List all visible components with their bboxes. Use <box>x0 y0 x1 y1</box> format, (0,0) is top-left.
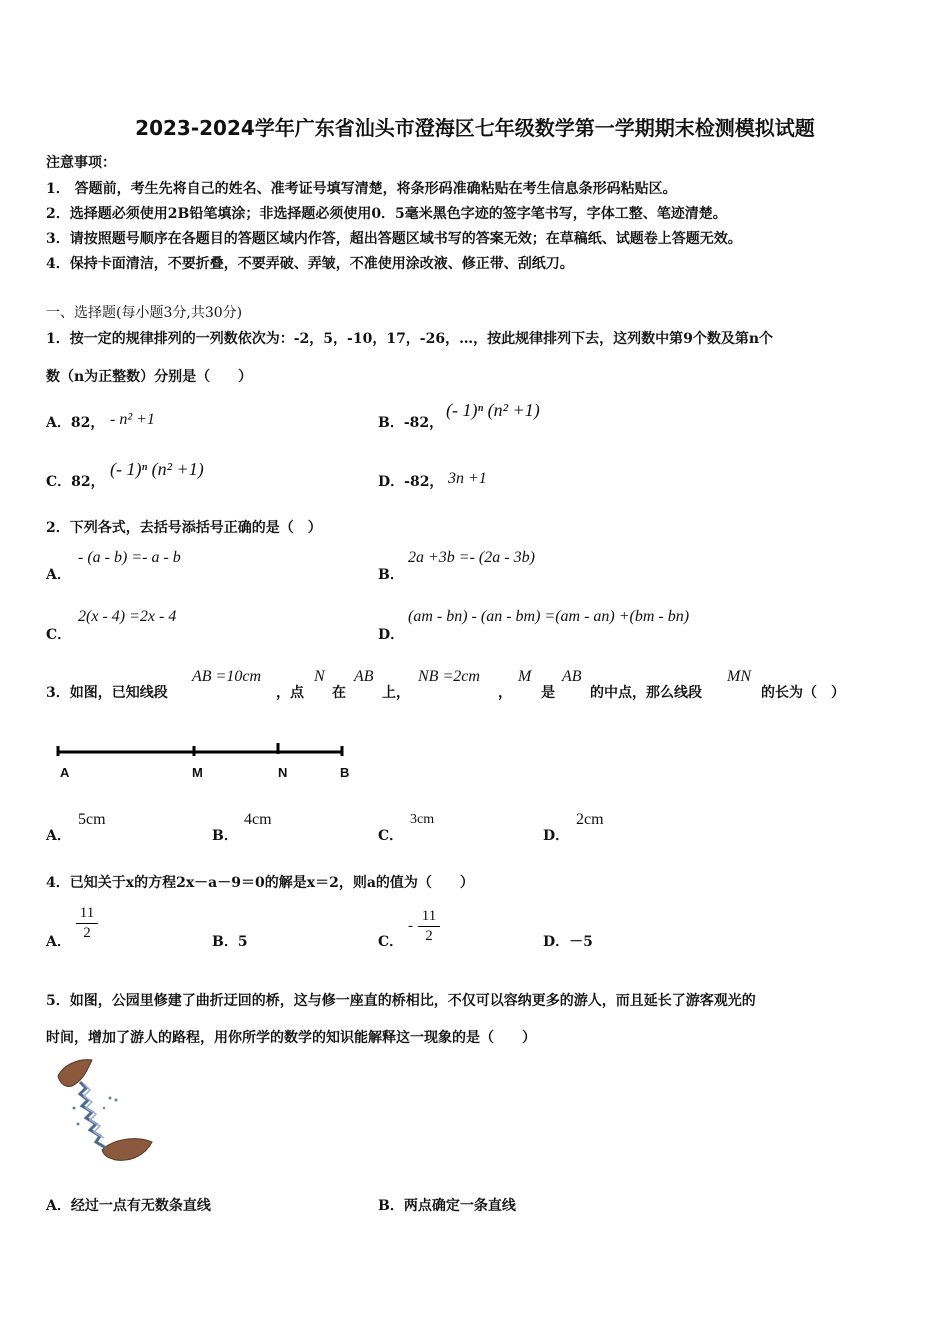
q4-option-a-fraction <box>76 905 98 942</box>
q4-option-b: B．5 <box>212 934 248 950</box>
notice-item: 4．保持卡面清洁，不要折叠，不要弄破、弄皱，不准使用涂改液、修正带、刮纸刀。 <box>46 256 574 272</box>
q2-option-a-label: A． <box>46 567 71 583</box>
q3-segment-figure <box>50 738 360 786</box>
q3-option-a-expr: 5cm <box>78 811 106 828</box>
fraction-numerator: 11 <box>421 908 437 924</box>
q3-stem-part: 的中点，那么线段 <box>590 685 702 701</box>
q3-stem-expr: NB =2cm <box>418 668 480 685</box>
notice-heading: 注意事项： <box>46 155 116 171</box>
zigzag-bridge <box>80 1082 106 1148</box>
q3-stem-part: 上， <box>382 685 410 701</box>
water-dot <box>103 1107 105 1109</box>
q1-option-c-label: C．82， <box>46 474 105 490</box>
q1-option-b-expr: (- 1)ⁿ (n² +1) <box>446 400 540 420</box>
q2-option-c-expr: 2(x - 4) =2x - 4 <box>78 608 177 625</box>
q1-stem-line2: 数（n为正整数）分别是（ ） <box>46 369 253 385</box>
q3-stem-part: 是 <box>541 685 555 701</box>
q4-stem: 4．已知关于x的方程2x－a－9＝0的解是x＝2，则a的值为（ ） <box>46 875 474 891</box>
notice-item: 1． 答题前，考生先将自己的姓名、准考证号填写清楚，将条形码准确粘贴在考生信息条形码粘贴区。 <box>46 181 677 197</box>
island-bottom <box>102 1139 152 1161</box>
q5-stem-line2: 时间，增加了游人的路程，用你所学的数学的知识能解释这一现象的是（ ） <box>46 1030 536 1046</box>
water-dot <box>109 1097 112 1100</box>
q3-stem-expr: AB =10cm <box>192 668 261 685</box>
fraction-bar <box>76 923 98 924</box>
q3-stem-part: ，点 <box>276 685 304 701</box>
point-label-a: A <box>60 765 70 780</box>
q3-stem-part: 在 <box>332 685 346 701</box>
section-heading: 一、选择题(每小题3分,共30分) <box>46 305 243 321</box>
q1-option-b-label: B．-82， <box>378 415 444 431</box>
fraction-denominator: 2 <box>83 925 91 941</box>
q2-option-b-expr: 2a +3b =- (2a - 3b) <box>408 549 535 566</box>
q3-stem-expr: AB <box>354 668 374 685</box>
q1-option-a-label: A．82， <box>46 415 105 431</box>
q3-stem-expr: M <box>518 668 532 685</box>
q4-option-c-label: C． <box>378 934 404 950</box>
fraction-bar <box>418 926 440 927</box>
q3-stem-expr: AB <box>562 668 582 685</box>
q4-option-a-label: A． <box>46 934 71 950</box>
page-title: 2023-2024学年广东省汕头市澄海区七年级数学第一学期期末检测模拟试题 <box>135 116 815 140</box>
q4-option-c-fraction <box>418 908 440 945</box>
q3-option-d-label: D． <box>543 828 570 844</box>
notice-item: 2．选择题必须使用2B铅笔填涂；非选择题必须使用0．5毫米黑色字迹的签字笔书写，字体工整、笔迹清楚。 <box>46 206 727 222</box>
bridge-illustration <box>54 1058 158 1166</box>
point-label-b: B <box>340 765 350 780</box>
q5-option-b: B．两点确定一条直线 <box>378 1198 516 1214</box>
fraction-denominator: 2 <box>425 928 433 944</box>
q3-stem-part: ， <box>498 685 512 701</box>
q2-option-d-label: D． <box>378 627 405 643</box>
q3-option-a-label: A． <box>46 828 71 844</box>
q2-option-c-label: C． <box>46 627 72 643</box>
q1-option-a-expr: - n² +1 <box>110 411 155 428</box>
point-label-m: M <box>192 765 203 780</box>
water-dot <box>115 1099 118 1102</box>
point-label-n: N <box>278 765 288 780</box>
q5-option-a: A．经过一点有无数条直线 <box>46 1198 211 1214</box>
q2-option-a-expr: - (a - b) =- a - b <box>78 549 181 566</box>
q3-option-b-label: B． <box>212 828 238 844</box>
q4-option-d: D．－5 <box>543 934 593 950</box>
island-top <box>58 1060 92 1087</box>
fraction-numerator: 11 <box>79 905 95 921</box>
q3-stem-part: 3．如图，已知线段 <box>46 685 168 701</box>
water-dot <box>77 1123 80 1126</box>
water-dot <box>73 1107 76 1110</box>
q1-option-c-expr: (- 1)ⁿ (n² +1) <box>110 459 204 479</box>
q3-option-c-expr: 3cm <box>410 812 435 827</box>
q3-option-d-expr: 2cm <box>576 811 604 828</box>
q5-stem-line1: 5．如图，公园里修建了曲折迂回的桥，这与修一座直的桥相比，不仅可以容纳更多的游人，而且延长了游客观光的 <box>46 993 756 1009</box>
q1-option-d-expr: 3n +1 <box>448 470 487 487</box>
q1-stem-line1: 1．按一定的规律排列的一列数依次为：-2，5，-10，17，-26，…，按此规律排列下去，这列数中第9个数及第n个 <box>46 331 774 347</box>
q2-stem: 2．下列各式，去括号添括号正确的是（ ） <box>46 520 322 536</box>
q2-option-d-expr: (am - bn) - (an - bm) =(am - an) +(bm - bn) <box>408 608 690 625</box>
notice-item: 3．请按照题号顺序在各题目的答题区域内作答，超出答题区域书写的答案无效；在草稿纸、试题卷上答题无效。 <box>46 231 742 247</box>
q1-option-d-label: D．-82， <box>378 474 444 490</box>
q3-stem-expr: N <box>314 668 325 685</box>
q4-option-c-sign: - <box>408 918 413 934</box>
q3-option-c-label: C． <box>378 828 404 844</box>
q3-stem-expr: MN <box>727 668 751 685</box>
q2-option-b-label: B． <box>378 567 404 583</box>
q3-option-b-expr: 4cm <box>244 811 272 828</box>
q3-stem-part: 的长为（ ） <box>761 685 845 701</box>
zigzag-bridge-rail <box>84 1084 104 1138</box>
